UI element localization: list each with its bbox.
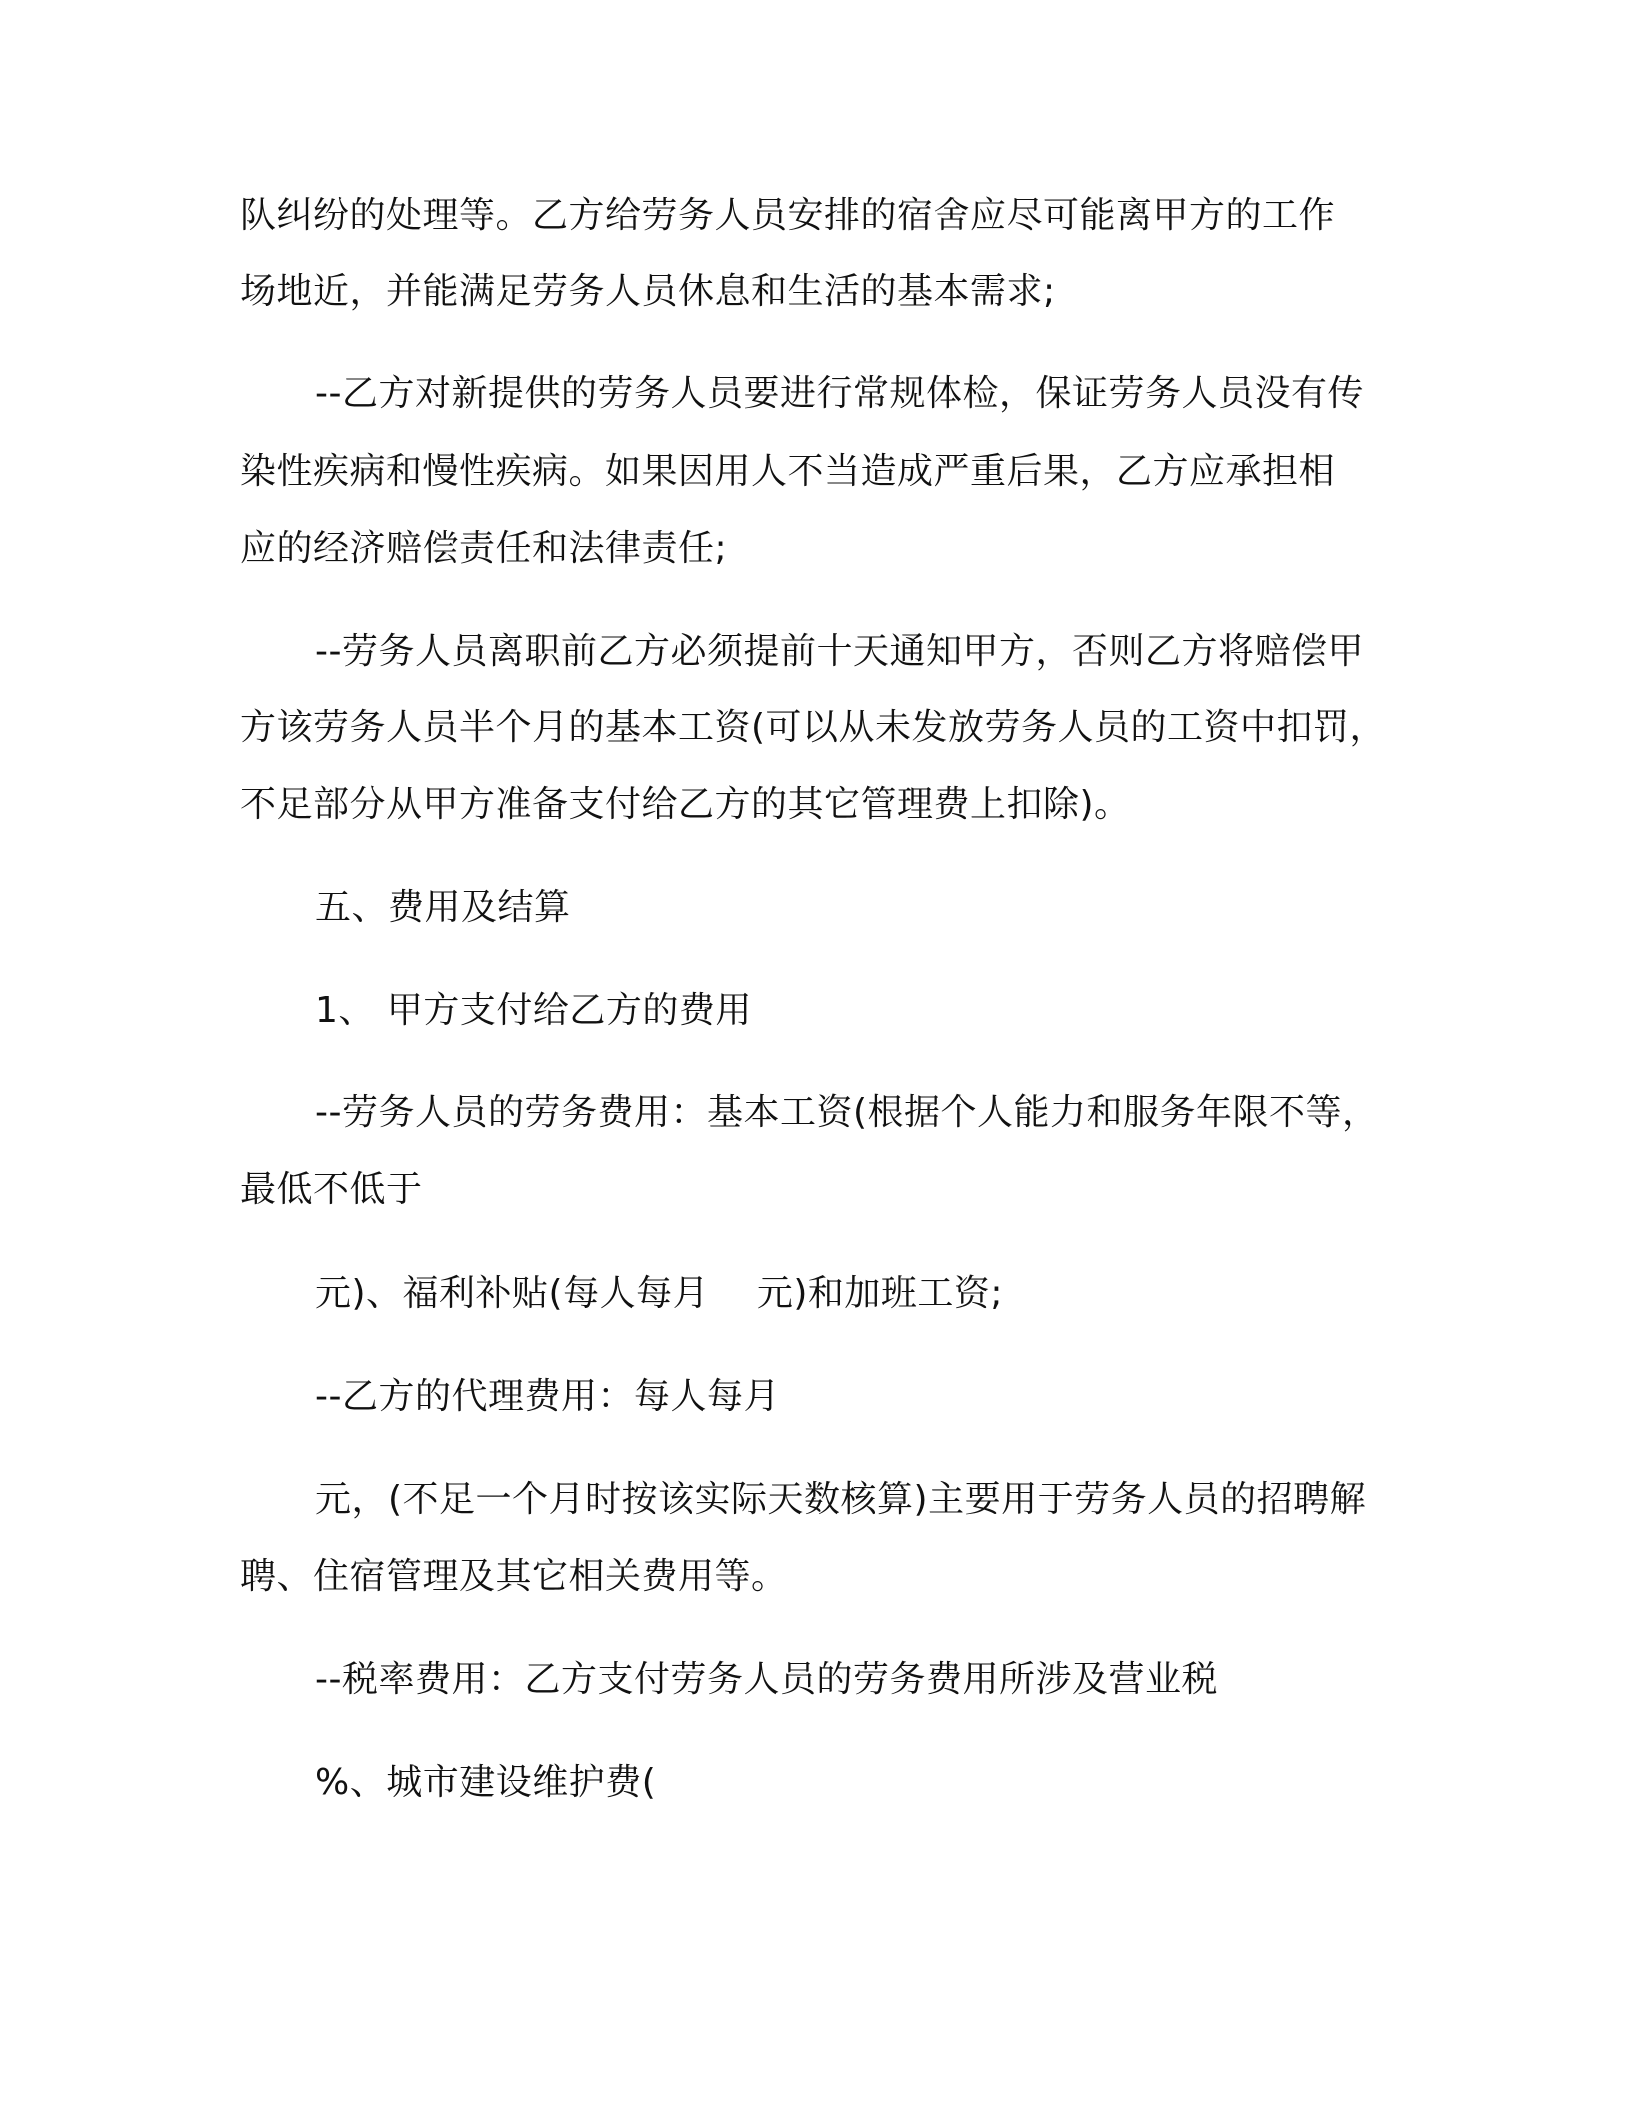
paragraph-line: 队纠纷的处理等。乙方给劳务人员安排的宿舍应尽可能离甲方的工作 (240, 195, 1336, 236)
paragraph-line: --乙方对新提供的劳务人员要进行常规体检，保证劳务人员没有传 (315, 373, 1364, 414)
paragraph-line: --乙方的代理费用：每人每月 (315, 1376, 780, 1417)
paragraph-line: --税率费用：乙方支付劳务人员的劳务费用所涉及营业税 (315, 1659, 1218, 1700)
paragraph-line: 应的经济赔偿责任和法律责任; (240, 528, 728, 569)
paragraph-line: --劳务人员的劳务费用：基本工资(根据个人能力和服务年限不等， (315, 1092, 1379, 1133)
paragraph-line: 聘、住宿管理及其它相关费用等。 (240, 1556, 788, 1597)
paragraph-line: 方该劳务人员半个月的基本工资(可以从未发放劳务人员的工资中扣罚， (240, 707, 1387, 748)
paragraph-line: 不足部分从甲方准备支付给乙方的其它管理费上扣除)。 (240, 784, 1131, 825)
paragraph-line: --劳务人员离职前乙方必须提前十天通知甲方，否则乙方将赔偿甲 (315, 631, 1364, 672)
paragraph-line: %、城市建设维护费( (315, 1762, 657, 1803)
paragraph-line: 场地近，并能满足劳务人员休息和生活的基本需求; (240, 271, 1056, 312)
paragraph-line: 最低不低于 (240, 1169, 423, 1210)
paragraph-line: 染性疾病和慢性疾病。如果因用人不当造成严重后果，乙方应承担相 (240, 451, 1336, 492)
paragraph-line: 元)、福利补贴(每人每月 元)和加班工资; (315, 1273, 1004, 1314)
section-heading: 五、费用及结算 (315, 887, 571, 928)
subsection-heading: 1、 甲方支付给乙方的费用 (315, 990, 752, 1031)
paragraph-line: 元，(不足一个月时按该实际天数核算)主要用于劳务人员的招聘解 (315, 1479, 1367, 1520)
